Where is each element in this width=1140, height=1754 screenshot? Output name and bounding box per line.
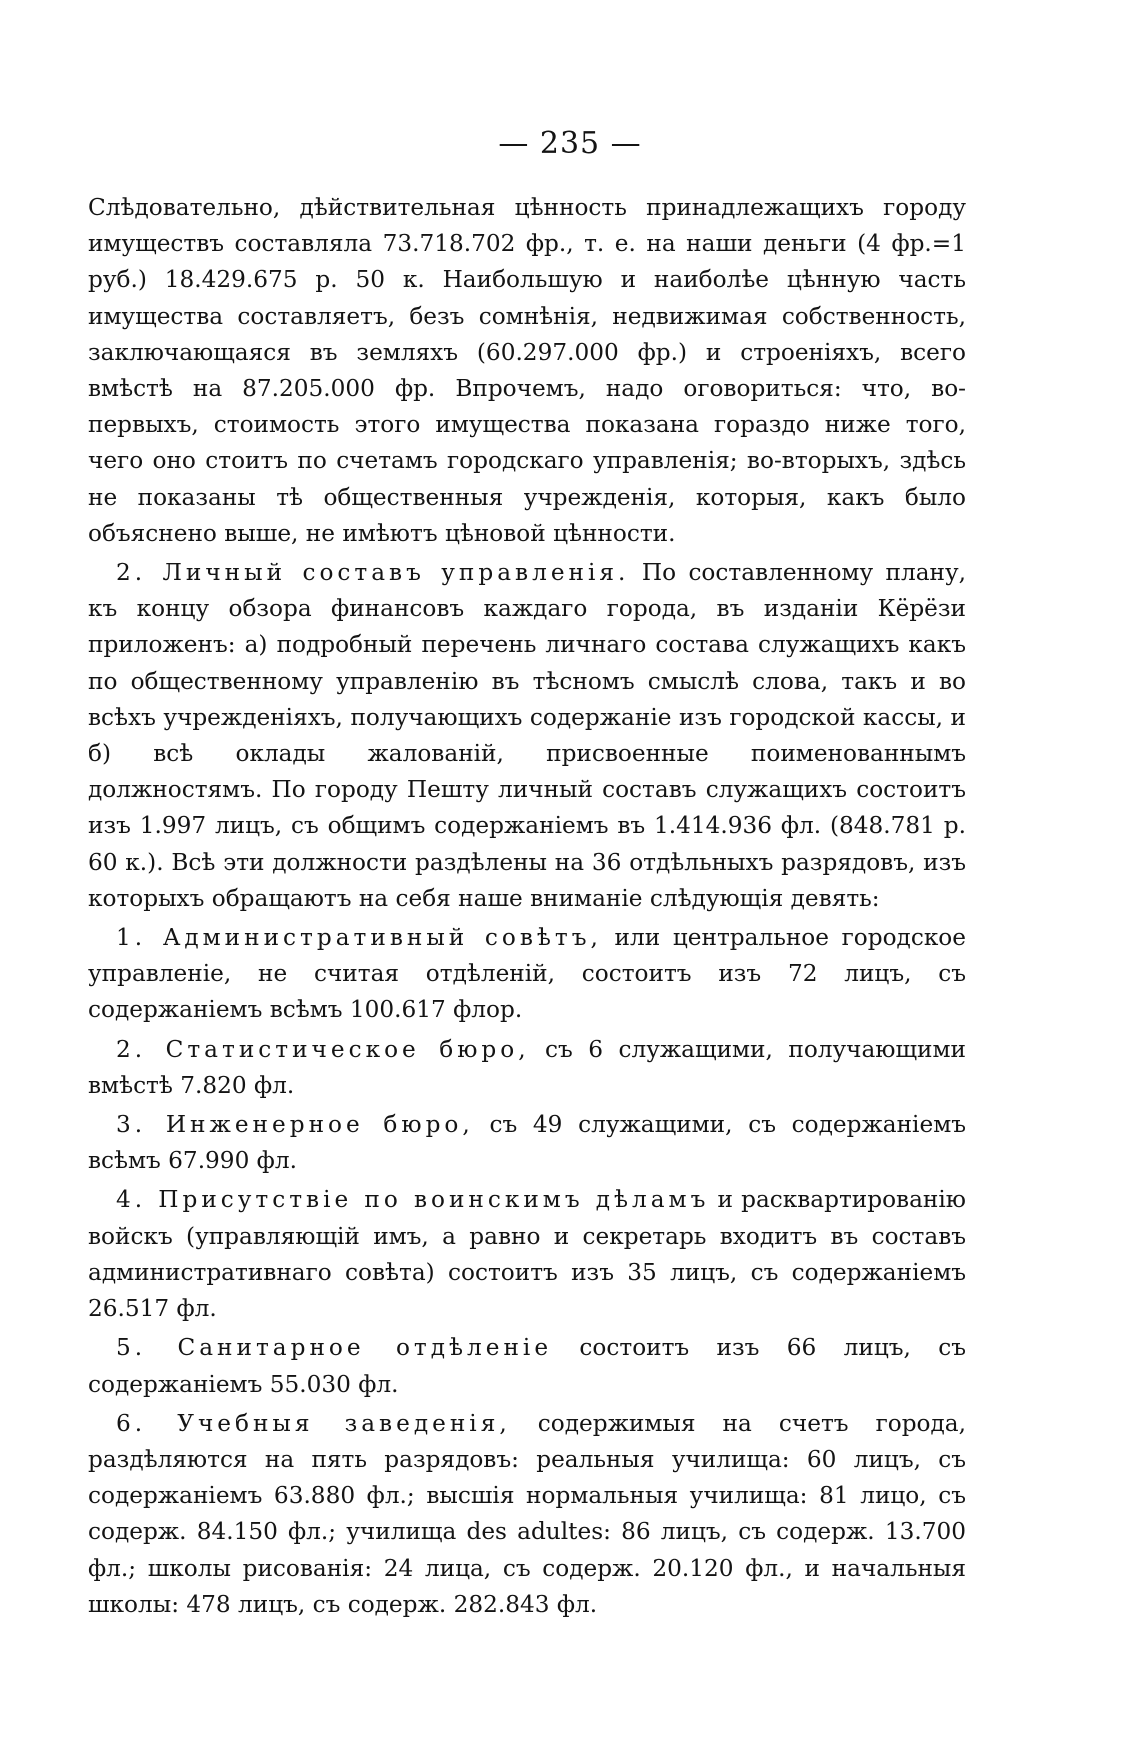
- section-heading: 2. Личный составъ управленія.: [116, 559, 630, 587]
- list-item-text: съ 6 служащими, получающими вмѣстѣ 7.820 фл.: [88, 1035, 966, 1099]
- list-item-heading: 3. Инженерное бюро,: [116, 1111, 474, 1139]
- paragraph-text: По составленному плану, къ концу обзора финансовъ каждаго города, въ изданіи Кёрёзи приложенъ: а) подробный перечень личнаго состава служащихъ какъ по общественному управленію въ тѣсномъ смыслѣ слова, такъ и во всѣхъ учрежденіяхъ, получающихъ содержаніе изъ городской кассы, и б) всѣ оклады жалованій, присвоенные поименованнымъ должностямъ. По городу Пешту личный составъ служащихъ состоитъ изъ 1.997 лицъ, съ общимъ содержаніемъ въ 1.414.936 фл. (848.781 р. 60 к.). Всѣ эти должности раздѣлены на 36 отдѣльныхъ разрядовъ, изъ которыхъ обращаютъ на себя наше вниманіе слѣдующія девять:: [88, 559, 966, 912]
- list-item-military-affairs: [88, 1182, 966, 1327]
- page-number: — 235 —: [498, 126, 642, 161]
- list-item-text: состоитъ изъ 66 лицъ, съ содержаніемъ 55.030 фл.: [88, 1334, 966, 1398]
- list-item-text: содержимыя на счетъ города, раздѣляются на пять разрядовъ: реальныя училища: 60 лицъ, съ содержаніемъ 63.880 фл.; высшія нормальныя училища: 81 лицо, съ содерж. 84.150 фл.; училища des adultes: 86 лицъ, съ содерж. 13.700 фл.; школы рисованія: 24 лица, съ содерж. 20.120 фл., и начальныя школы: 478 лицъ, съ содерж. 282.843 фл.: [88, 1409, 966, 1618]
- paragraph-value-summary: [88, 190, 966, 552]
- list-item-engineering-bureau: [88, 1107, 966, 1179]
- paragraph-text: Слѣдовательно, дѣйствительная цѣнность принадлежащихъ городу имуществъ составляла 73.718.702 фр., т. е. на наши деньги (4 фр.=1 руб.) 18.429.675 р. 50 к. Наибольшую и наиболѣе цѣнную часть имущества составляетъ, безъ сомнѣнія, недвижимая собственность, заключающаяся въ земляхъ (60.297.000 фр.) и строеніяхъ, всего вмѣстѣ на 87.205.000 фр. Впрочемъ, надо оговориться: что, во-первыхъ, стоимость этого имущества показана гораздо ниже того, чего оно стоитъ по счетамъ городскаго управленія; во-вторыхъ, здѣсь не показаны тѣ общественныя учрежденія, которыя, какъ было объяснено выше, не имѣютъ цѣновой цѣнности.: [88, 194, 966, 547]
- text-body: [88, 190, 966, 1623]
- paragraph-personnel: [88, 555, 966, 917]
- list-item-schools: [88, 1406, 966, 1623]
- list-item-sanitary-department: [88, 1330, 966, 1402]
- list-item-heading: 5. Санитарное отдѣленіе: [116, 1334, 553, 1362]
- list-item-heading: 2. Статистическое бюро,: [116, 1035, 530, 1063]
- list-item-statistics-bureau: [88, 1032, 966, 1104]
- list-item-text: и расквартированію войскъ (управляющій имъ, а равно и секретарь входитъ въ составъ административнаго совѣта) состоитъ изъ 35 лицъ, съ содержаніемъ 26.517 фл.: [88, 1186, 966, 1323]
- list-item-heading: 1. Административный совѣтъ,: [116, 924, 602, 952]
- list-item-heading: 4. Присутствіе по воинскимъ дѣламъ: [116, 1186, 710, 1214]
- list-item-text: или центральное городское управленіе, не считая отдѣленій, состоитъ изъ 72 лицъ, съ содержаніемъ всѣмъ 100.617 флор.: [88, 924, 966, 1024]
- list-item-admin-council: [88, 920, 966, 1029]
- list-item-text: съ 49 служащими, съ содержаніемъ всѣмъ 67.990 фл.: [88, 1111, 966, 1175]
- list-item-heading: 6. Учебныя заведенія,: [116, 1409, 511, 1437]
